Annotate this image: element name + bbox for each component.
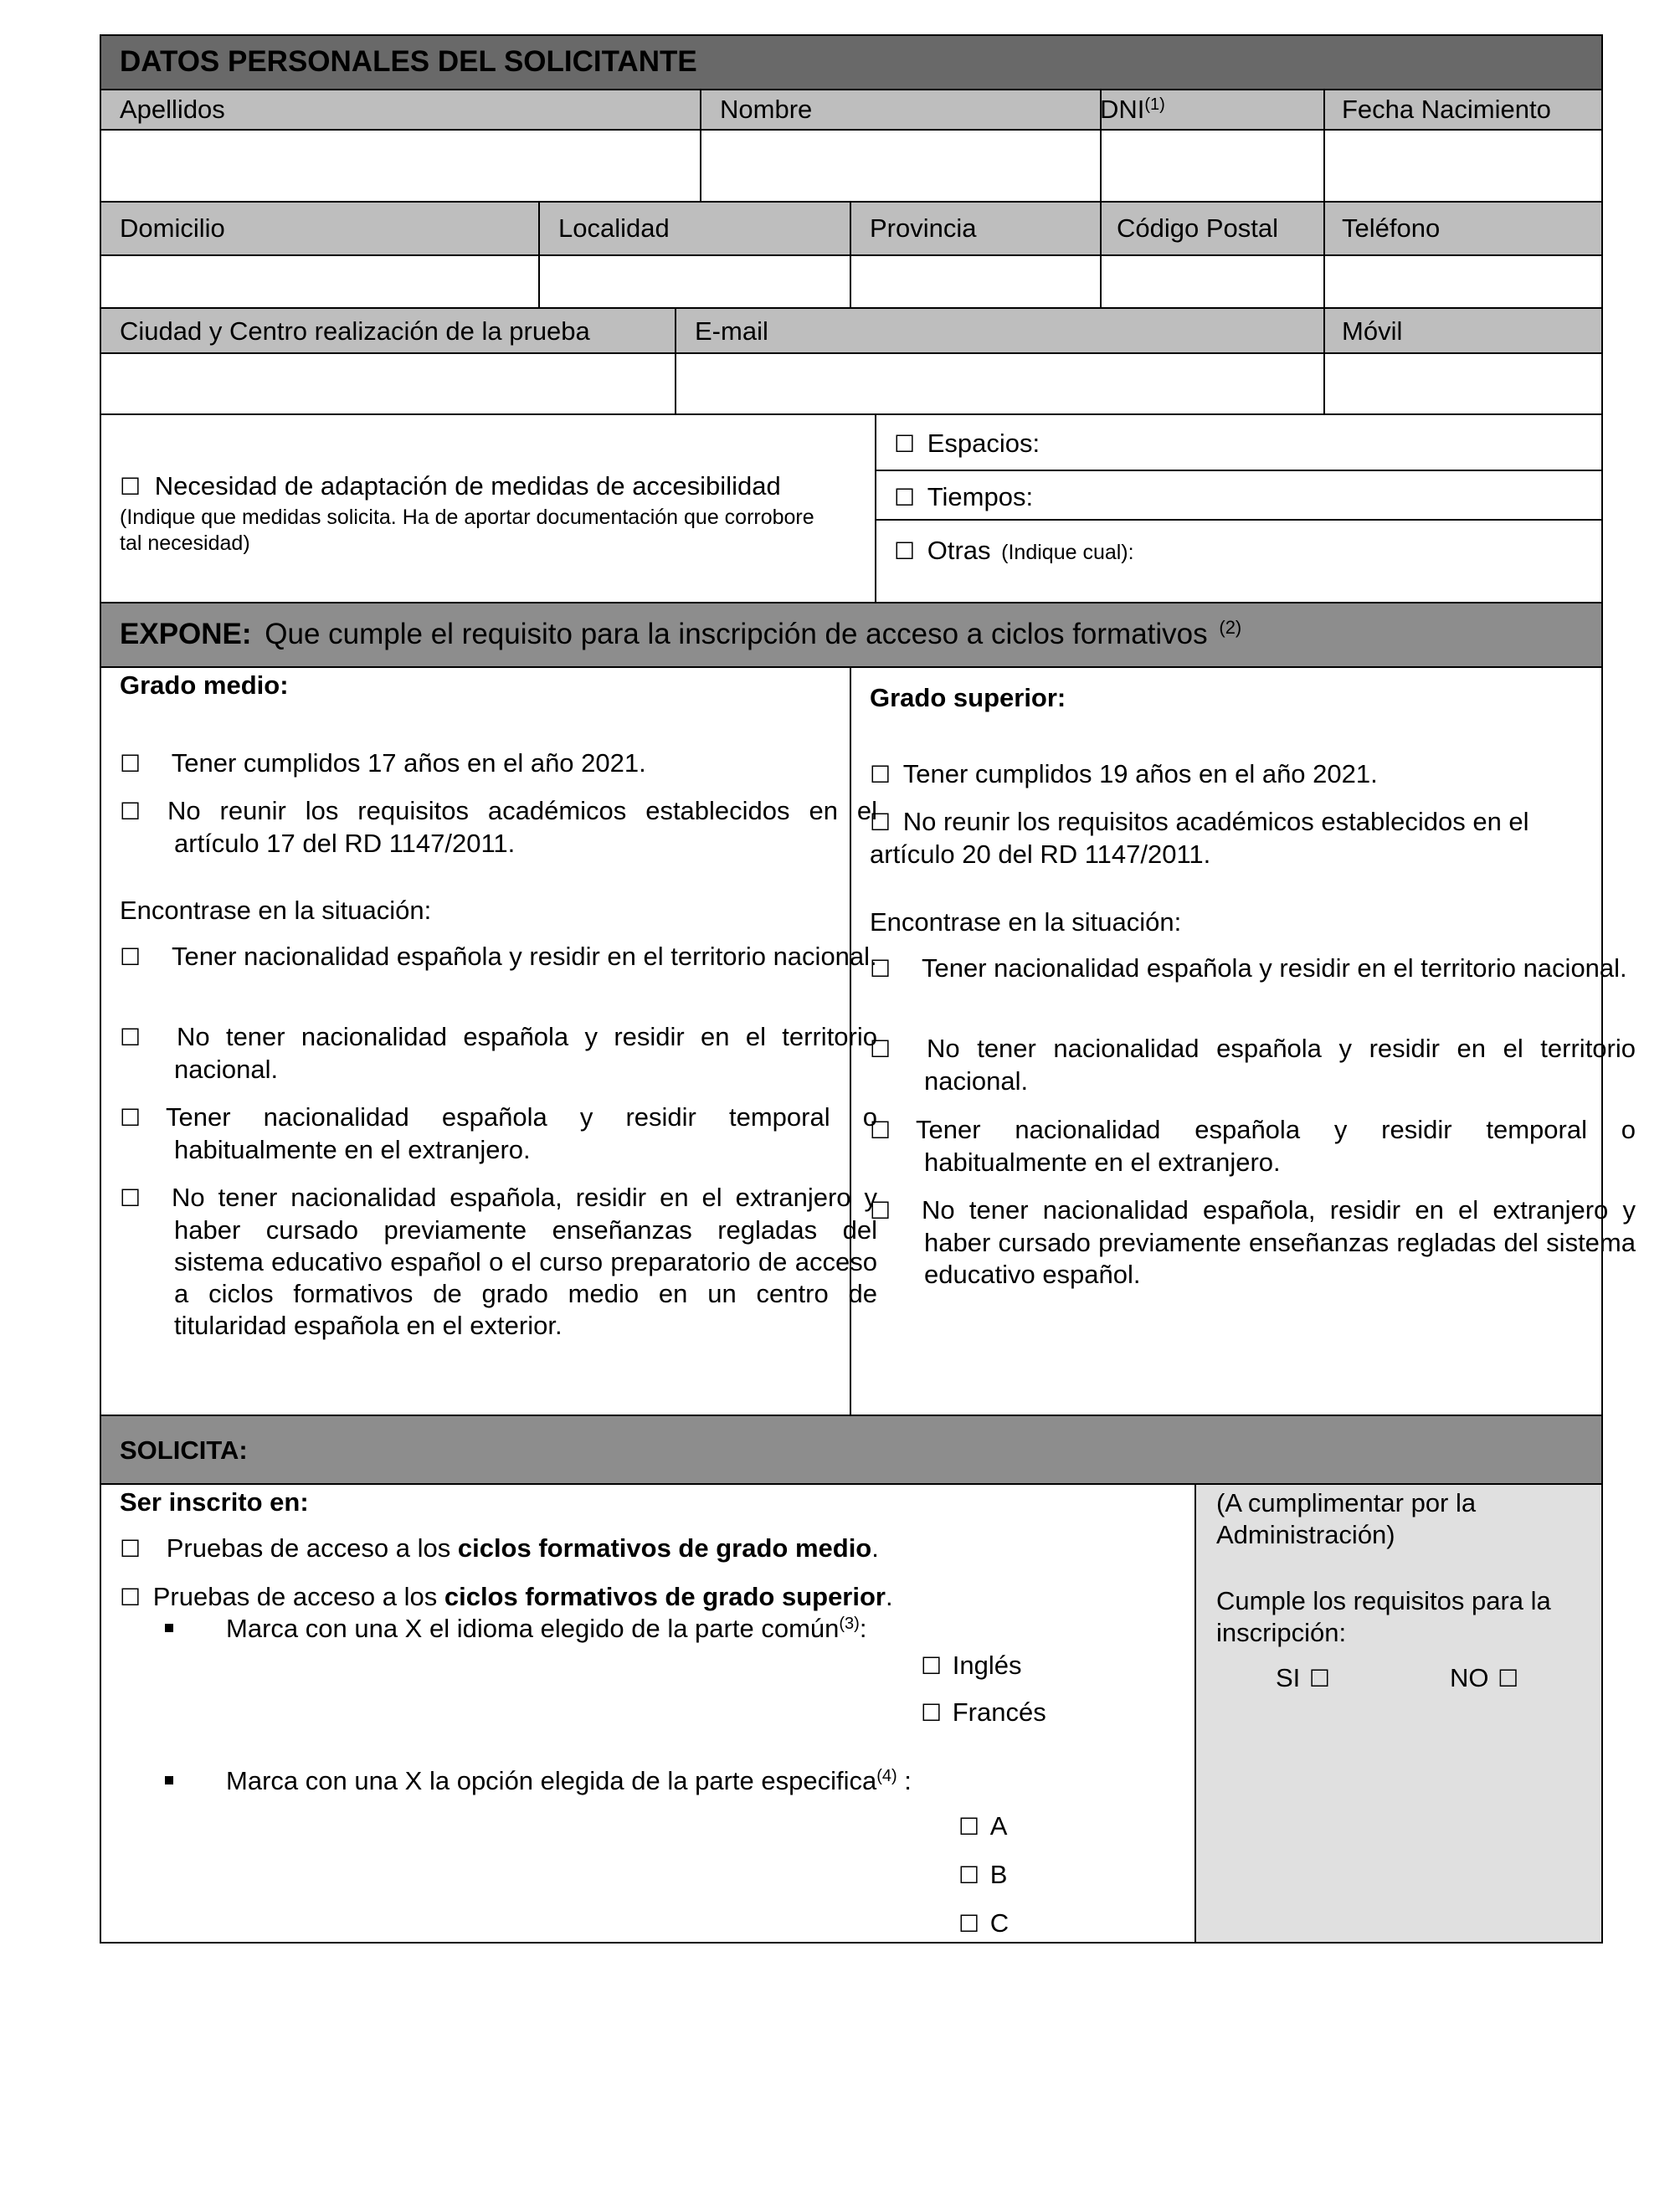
idioma-text: Marca con una X el idioma elegido de la parte común	[226, 1614, 840, 1643]
superior-s1-text: Tener nacionalidad española y residir en el territorio nacional.	[922, 953, 1627, 983]
ser-inscrito-label: Ser inscrito en:	[120, 1487, 309, 1517]
superior-s3-text: Tener nacionalidad española y residir temporal o habitualmente en el extranjero.	[916, 1115, 1636, 1177]
option-otras	[894, 536, 1134, 567]
provincia-field[interactable]	[852, 257, 1099, 306]
hline	[100, 307, 1603, 309]
domicilio-field[interactable]	[102, 257, 537, 306]
option-a-checkbox[interactable]: ☐	[958, 1813, 980, 1841]
vline	[675, 307, 676, 414]
idioma-footnote: (3)	[839, 1615, 860, 1633]
personal-section-title: DATOS PERSONALES DEL SOLICITANTE	[120, 45, 697, 78]
dni-field[interactable]	[1102, 131, 1323, 200]
hline	[100, 254, 1603, 256]
option-espacios	[894, 429, 1040, 460]
label-dni	[1100, 95, 1165, 125]
grado-superior-checkbox[interactable]: ☐	[120, 1584, 141, 1611]
label-domicilio: Domicilio	[120, 213, 225, 243]
medio-s3-checkbox[interactable]: ☐	[120, 1104, 141, 1132]
medio-s4	[120, 1182, 877, 1342]
idioma-instruction	[226, 1614, 866, 1644]
option-b-checkbox[interactable]: ☐	[958, 1861, 980, 1889]
hline	[100, 352, 1603, 354]
option-a	[958, 1811, 1007, 1842]
label-provincia: Provincia	[870, 213, 977, 243]
medio-s3-text: Tener nacionalidad española y residir temporal o habitualmente en el extranjero.	[166, 1102, 877, 1164]
opcion-footnote: (4)	[876, 1767, 897, 1785]
superior-s4-checkbox[interactable]: ☐	[870, 1197, 891, 1225]
option-superior-pre: Pruebas de acceso a los	[152, 1582, 444, 1611]
superior-req1-text: Tener cumplidos 19 años en el año 2021.	[902, 759, 1378, 788]
option-medio-bold: ciclos formativos de grado medio	[457, 1533, 872, 1563]
idioma-colon: :	[859, 1614, 867, 1643]
hline	[100, 1415, 1603, 1416]
opcion-text: Marca con una X la opción elegida de la parte especifica	[226, 1766, 877, 1795]
accessibility-note: (Indique que medidas solicita. Ha de aportar documentación que corrobore tal necesidad)	[120, 506, 814, 555]
option-superior-period: .	[885, 1582, 893, 1611]
admin-no-label: NO	[1450, 1663, 1489, 1692]
fecha-nacimiento-field[interactable]	[1326, 131, 1600, 200]
frame-left	[100, 34, 101, 1944]
tiempos-checkbox[interactable]: ☐	[894, 484, 916, 511]
movil-field[interactable]	[1326, 355, 1600, 413]
grado-medio-checkbox[interactable]: ☐	[120, 1535, 141, 1563]
medio-s4-text: No tener nacionalidad española, residir en el extranjero y haber cursado previamente enseñanzas regladas del sistema educativo español o el curso preparatorio de acceso a ciclos formativos de grado medio en un centro de titularidad española en el exterior.	[172, 1183, 877, 1340]
frances-checkbox[interactable]: ☐	[921, 1699, 943, 1727]
expone-heading	[120, 618, 1241, 651]
hline	[100, 413, 1603, 415]
option-medio-pre: Pruebas de acceso a los	[166, 1533, 458, 1563]
superior-req2	[870, 806, 1590, 870]
hline-espacios	[876, 470, 1603, 471]
superior-req2-text: No reunir los requisitos académicos establecidos en el artículo 20 del RD 1147/2011.	[870, 807, 1529, 869]
opcion-instruction	[226, 1766, 912, 1796]
grado-superior-title: Grado superior:	[870, 683, 1066, 712]
bullet-opcion	[165, 1776, 173, 1784]
medio-req2-checkbox[interactable]: ☐	[120, 798, 141, 825]
superior-req1-checkbox[interactable]: ☐	[870, 761, 891, 788]
espacios-checkbox[interactable]: ☐	[894, 430, 916, 458]
localidad-field[interactable]	[541, 257, 849, 306]
superior-req2-checkbox[interactable]: ☐	[870, 809, 891, 836]
expone-footnote: (2)	[1219, 617, 1242, 638]
option-frances	[921, 1697, 1046, 1728]
superior-s2-checkbox[interactable]: ☐	[870, 1035, 891, 1063]
medio-req2-text: No reunir los requisitos académicos establecidos en el artículo 17 del RD 1147/2011.	[167, 796, 877, 858]
vline	[850, 201, 851, 308]
frame-top	[100, 34, 1603, 36]
vline	[538, 201, 540, 308]
email-field[interactable]	[677, 355, 1323, 413]
ingles-label: Inglés	[952, 1651, 1022, 1680]
option-b-label: B	[989, 1860, 1008, 1889]
accessibility-title: Necesidad de adaptación de medidas de accesibilidad	[154, 471, 781, 501]
medio-req1	[120, 747, 831, 780]
option-a-label: A	[989, 1811, 1008, 1841]
frame-bottom	[100, 1942, 1603, 1944]
expone-text: Que cumple el requisito para la inscripción de acceso a ciclos formativos	[265, 618, 1208, 650]
nombre-field[interactable]	[702, 131, 1099, 200]
medio-s3	[120, 1101, 877, 1166]
solicita-title: SOLICITA:	[120, 1435, 248, 1465]
label-localidad: Localidad	[558, 213, 670, 243]
admin-si-checkbox[interactable]: ☐	[1308, 1665, 1331, 1692]
medio-s2	[120, 1021, 877, 1086]
hline	[100, 201, 1603, 203]
label-email: E-mail	[695, 316, 768, 346]
tiempos-label: Tiempos:	[927, 482, 1034, 511]
medio-s1-checkbox[interactable]: ☐	[120, 943, 141, 971]
dni-footnote: (1)	[1144, 95, 1165, 114]
superior-s3-checkbox[interactable]: ☐	[870, 1117, 891, 1144]
option-superior-bold: ciclos formativos de grado superior	[444, 1582, 886, 1611]
label-ciudad-centro: Ciudad y Centro realización de la prueba	[120, 316, 590, 346]
superior-s4-text: No tener nacionalidad española, residir en el extranjero y haber cursado previamente enseñanzas regladas del sistema educativo español.	[922, 1195, 1636, 1289]
hline	[100, 602, 1603, 603]
vline	[1323, 201, 1325, 308]
hline	[100, 666, 1603, 668]
option-b	[958, 1860, 1007, 1891]
option-grado-medio	[120, 1533, 879, 1564]
admin-no	[1450, 1663, 1518, 1694]
option-c-checkbox[interactable]: ☐	[958, 1910, 980, 1938]
medio-situacion: Encontrase en la situación:	[120, 896, 432, 925]
otras-checkbox[interactable]: ☐	[894, 537, 916, 565]
medio-s1-text: Tener nacionalidad española y residir en el territorio nacional.	[172, 942, 877, 971]
medio-s1	[120, 941, 877, 973]
admin-no-checkbox[interactable]: ☐	[1498, 1665, 1519, 1692]
vline	[1323, 89, 1325, 202]
option-tiempos	[894, 482, 1033, 513]
superior-s1	[870, 953, 1636, 985]
expone-label: EXPONE:	[120, 618, 252, 650]
label-nombre: Nombre	[720, 95, 813, 124]
superior-s2	[870, 1033, 1636, 1097]
option-ingles	[921, 1651, 1021, 1682]
hline	[100, 1483, 1603, 1485]
hline-tiempos	[876, 519, 1603, 521]
vline	[700, 89, 701, 202]
medio-req1-text: Tener cumplidos 17 años en el año 2021.	[171, 748, 646, 778]
medio-req1-checkbox[interactable]: ☐	[120, 750, 141, 778]
label-apellidos: Apellidos	[120, 95, 225, 124]
opcion-colon: :	[897, 1766, 912, 1795]
option-medio-period: .	[871, 1533, 879, 1563]
admin-cumple: Cumple los requisitos para la inscripción:	[1216, 1586, 1551, 1647]
accessibility-checkbox[interactable]: ☐	[120, 473, 141, 501]
label-movil: Móvil	[1342, 316, 1403, 346]
option-c	[958, 1908, 1009, 1939]
superior-s4	[870, 1194, 1636, 1291]
label-codigo-postal: Código Postal	[1117, 213, 1279, 243]
accessibility-row	[120, 471, 781, 502]
admin-si	[1276, 1663, 1330, 1694]
vline	[1323, 307, 1325, 414]
option-c-label: C	[989, 1908, 1010, 1938]
admin-note: (A cumplimentar por la Administración)	[1216, 1488, 1477, 1549]
hline	[100, 129, 1603, 131]
vline	[1194, 1483, 1196, 1943]
superior-s3	[870, 1114, 1636, 1178]
admin-panel-bg	[1195, 1484, 1602, 1942]
frances-label: Francés	[952, 1697, 1046, 1727]
medio-s2-checkbox[interactable]: ☐	[120, 1024, 141, 1051]
otras-note: (Indique cual):	[1001, 541, 1134, 564]
superior-situacion: Encontrase en la situación:	[870, 907, 1182, 937]
superior-s2-text: No tener nacionalidad española y residir en el territorio nacional.	[924, 1034, 1636, 1096]
label-dni-text: DNI	[1100, 95, 1145, 124]
bullet-idioma	[165, 1624, 173, 1632]
ingles-checkbox[interactable]: ☐	[921, 1652, 943, 1680]
superior-req1	[870, 758, 1590, 791]
superior-s1-checkbox[interactable]: ☐	[870, 955, 891, 983]
telefono-field[interactable]	[1326, 257, 1600, 306]
frame-right	[1601, 34, 1603, 1944]
solicita-header-bg	[100, 1415, 1602, 1484]
ciudad-centro-field[interactable]	[102, 355, 674, 413]
option-grado-superior	[120, 1582, 893, 1613]
grado-medio-title: Grado medio:	[120, 670, 289, 700]
vline	[875, 413, 876, 603]
medio-s4-checkbox[interactable]: ☐	[120, 1184, 141, 1212]
admin-si-label: SI	[1276, 1663, 1301, 1692]
label-telefono: Teléfono	[1342, 213, 1441, 243]
vline	[1100, 201, 1102, 308]
label-fecha-nacimiento: Fecha Nacimiento	[1342, 95, 1551, 124]
espacios-label: Espacios:	[927, 429, 1040, 458]
medio-s2-text: No tener nacionalidad española y residir en el territorio nacional.	[174, 1022, 877, 1084]
apellidos-field[interactable]	[102, 131, 699, 200]
otras-label: Otras	[927, 536, 991, 565]
codigo-postal-field[interactable]	[1102, 257, 1323, 306]
hline	[100, 89, 1603, 90]
medio-req2	[120, 795, 877, 860]
